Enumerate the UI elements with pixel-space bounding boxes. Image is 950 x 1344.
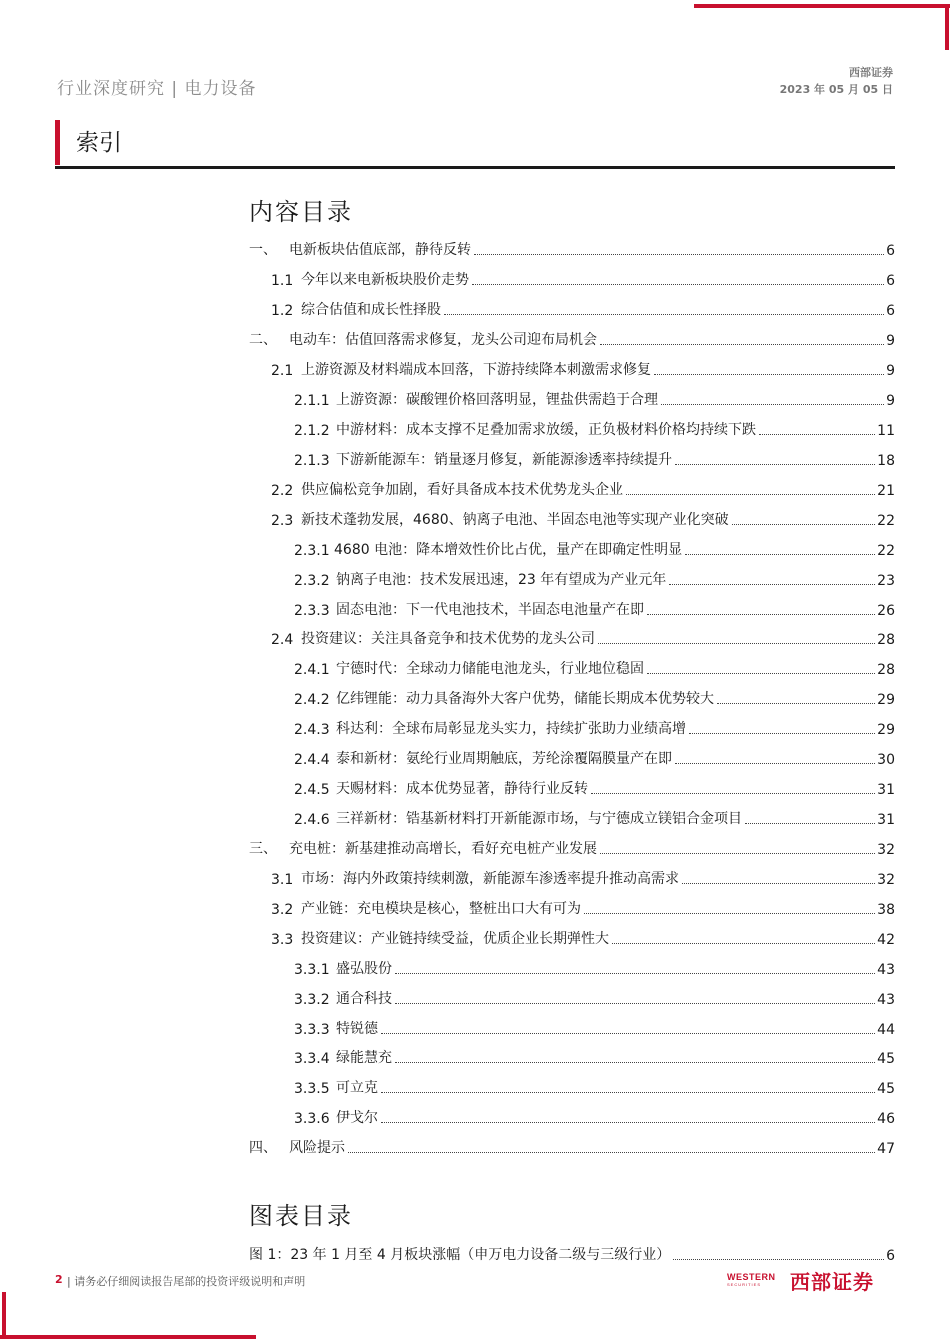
toc-entry-page: 44 (877, 1022, 895, 1038)
toc-entry-title: 钠离子电池：技术发展迅速，23 年有望成为产业元年 (336, 572, 667, 588)
toc-entry[interactable] (249, 329, 895, 349)
toc-entry-page: 9 (886, 393, 895, 409)
toc-entry-page: 31 (877, 812, 895, 828)
toc-entry[interactable] (294, 748, 895, 768)
dot-leader (381, 1033, 875, 1034)
toc-entry-title: 泰和新材：氨纶行业周期触底，芳纶涂覆隔膜量产在即 (336, 751, 672, 767)
toc-entry-title: 综合估值和成长性择股 (301, 302, 441, 318)
report-category: 行业深度研究 | 电力设备 (57, 79, 257, 99)
toc-entry-number: 2.1 (271, 363, 294, 379)
figure-entry-number: 图 1： (249, 1247, 291, 1263)
dot-leader (745, 823, 875, 824)
dot-leader (675, 464, 875, 465)
toc-entry[interactable] (294, 778, 895, 798)
company-logo-text: 西部证券 (790, 1270, 874, 1294)
toc-entry-title: 宁德时代：全球动力储能电池龙头，行业地位稳固 (336, 661, 644, 677)
toc-entry[interactable] (271, 898, 895, 918)
toc-entry-number: 四、 (249, 1140, 277, 1156)
toc-entry[interactable] (249, 239, 895, 259)
corner-accent-top (694, 4, 950, 8)
toc-entry[interactable] (294, 718, 895, 738)
toc-entry-number: 3.3.1 (294, 962, 330, 978)
toc-entry-page: 26 (877, 603, 895, 619)
dot-leader (675, 763, 875, 764)
dot-leader (381, 1092, 875, 1093)
dot-leader (689, 733, 875, 734)
corner-accent-bottom (0, 1335, 256, 1339)
toc-heading: 内容目录 (249, 198, 353, 226)
toc-entry[interactable] (249, 838, 895, 858)
toc-entry[interactable] (271, 479, 895, 499)
toc-entry[interactable] (294, 599, 895, 619)
toc-entry-page: 32 (877, 842, 895, 858)
toc-entry[interactable] (294, 389, 895, 409)
toc-entry-title: 特锐德 (336, 1021, 378, 1037)
toc-entry-page: 42 (877, 932, 895, 948)
toc-entry-page: 9 (886, 363, 895, 379)
toc-entry-title: 固态电池：下一代电池技术，半固态电池量产在即 (336, 602, 644, 618)
page-number: 2 (55, 1273, 63, 1286)
toc-entry-page: 29 (877, 722, 895, 738)
dot-leader (591, 793, 875, 794)
dot-leader (584, 913, 875, 914)
footer-disclaimer: | 请务必仔细阅读报告尾部的投资评级说明和声明 (67, 1275, 306, 1288)
corner-accent-bottom-vertical (2, 1292, 6, 1339)
toc-entry-title: 下游新能源车：销量逐月修复，新能源渗透率持续提升 (336, 452, 672, 468)
dot-leader (654, 374, 884, 375)
toc-entry[interactable] (271, 509, 895, 529)
toc-entry-page: 6 (886, 303, 895, 319)
figure-entry-page: 6 (886, 1248, 895, 1264)
toc-entry-title: 新技术蓬勃发展，4680、钠离子电池、半固态电池等实现产业化突破 (301, 512, 729, 528)
toc-entry-page: 6 (886, 243, 895, 259)
toc-entry-title: 科达利：全球布局彰显龙头实力，持续扩张助力业绩高增 (336, 721, 686, 737)
dot-leader (673, 1259, 884, 1260)
dot-leader (661, 404, 884, 405)
toc-entry-title: 通合科技 (336, 991, 392, 1007)
header-date: 2023 年 05 月 05 日 (779, 83, 893, 96)
toc-entry[interactable] (294, 1077, 895, 1097)
section-title: 索引 (76, 130, 122, 156)
toc-entry[interactable] (294, 688, 895, 708)
toc-entry-page: 6 (886, 273, 895, 289)
figure-entry[interactable] (249, 1244, 895, 1264)
toc-entry-number: 3.3.2 (294, 992, 330, 1008)
toc-entry-title: 中游材料：成本支撑不足叠加需求放缓，正负极材料价格均持续下跌 (336, 422, 756, 438)
toc-entry[interactable] (294, 808, 895, 828)
toc-entry-number: 2.1.3 (294, 453, 330, 469)
toc-entry[interactable] (271, 269, 895, 289)
toc-entry-number: 2.3.1 (294, 543, 330, 559)
dot-leader (626, 494, 875, 495)
toc-entry[interactable] (294, 539, 895, 559)
toc-entry-page: 32 (877, 872, 895, 888)
toc-entry[interactable] (294, 988, 895, 1008)
toc-entry-number: 3.2 (271, 902, 294, 918)
toc-entry-title: 上游资源：碳酸锂价格回落明显，锂盐供需趋于合理 (336, 392, 658, 408)
toc-entry-title: 天赐材料：成本优势显著，静待行业反转 (336, 781, 588, 797)
toc-entry-number: 1.2 (271, 303, 294, 319)
figure-entry-title: 23 年 1 月至 4 月板块涨幅（申万电力设备二级与三级行业） (290, 1247, 671, 1263)
dot-leader (717, 703, 875, 704)
toc-entry[interactable] (294, 449, 895, 469)
toc-entry-title: 三祥新材：锆基新材料打开新能源市场，与宁德成立镁铝合金项目 (336, 811, 742, 827)
toc-entry-page: 45 (877, 1081, 895, 1097)
dot-leader (669, 584, 875, 585)
toc-entry-title: 电新板块估值底部，静待反转 (289, 242, 471, 258)
logo-en-subtext: SECURITIES (727, 1282, 762, 1287)
figure-index-heading: 图表目录 (249, 1202, 353, 1230)
dot-leader (381, 1122, 875, 1123)
toc-entry-number: 2.1.2 (294, 423, 330, 439)
section-divider (55, 166, 895, 169)
toc-entry-number: 2.4.6 (294, 812, 330, 828)
dot-leader (444, 314, 884, 315)
toc-entry-number: 一、 (249, 242, 277, 258)
company-logo-mark (727, 1272, 781, 1296)
toc-entry-page: 38 (877, 902, 895, 918)
toc-entry[interactable] (294, 658, 895, 678)
toc-entry-page: 28 (877, 632, 895, 648)
toc-entry[interactable] (294, 1047, 895, 1067)
toc-entry-number: 2.4.4 (294, 752, 330, 768)
toc-entry-page: 22 (877, 513, 895, 529)
toc-entry-page: 43 (877, 962, 895, 978)
toc-entry-title: 上游资源及材料端成本回落，下游持续降本刺激需求修复 (301, 362, 651, 378)
toc-entry-title: 市场：海内外政策持续刺激，新能源车渗透率提升推动高需求 (301, 871, 679, 887)
toc-entry-title: 4680 电池：降本增效性价比占优，量产在即确定性明显 (334, 542, 683, 558)
toc-entry[interactable] (271, 868, 895, 888)
toc-entry-number: 3.3.6 (294, 1111, 330, 1127)
dot-leader (647, 673, 875, 674)
toc-entry-number: 3.1 (271, 872, 294, 888)
toc-entry-number: 3.3.4 (294, 1051, 330, 1067)
toc-entry-title: 投资建议：关注具备竞争和技术优势的龙头公司 (301, 631, 595, 647)
toc-entry-page: 43 (877, 992, 895, 1008)
toc-entry-title: 亿纬锂能：动力具备海外大客户优势，储能长期成本优势较大 (336, 691, 714, 707)
toc-entry[interactable] (271, 299, 895, 319)
dot-leader (759, 434, 875, 435)
toc-entry[interactable] (294, 958, 895, 978)
dot-leader (600, 853, 875, 854)
toc-entry-number: 1.1 (271, 273, 294, 289)
dot-leader (598, 643, 875, 644)
toc-entry[interactable] (271, 359, 895, 379)
toc-entry-number: 2.3.2 (294, 573, 330, 589)
dot-leader (395, 1062, 875, 1063)
toc-entry-page: 23 (877, 573, 895, 589)
dot-leader (682, 883, 875, 884)
toc-entry-title: 风险提示 (289, 1140, 345, 1156)
toc-entry-title: 伊戈尔 (336, 1110, 378, 1126)
toc-entry-number: 二、 (249, 332, 277, 348)
toc-entry[interactable] (294, 1107, 895, 1127)
dot-leader (647, 614, 875, 615)
toc-entry-number: 3.3.3 (294, 1022, 330, 1038)
toc-entry-number: 3.3 (271, 932, 294, 948)
toc-entry-number: 3.3.5 (294, 1081, 330, 1097)
toc-entry-number: 2.2 (271, 483, 294, 499)
toc-entry-number: 2.4.5 (294, 782, 330, 798)
toc-entry-title: 投资建议：产业链持续受益，优质企业长期弹性大 (301, 931, 609, 947)
toc-entry[interactable] (271, 928, 895, 948)
toc-entry[interactable] (294, 569, 895, 589)
toc-entry-title: 充电桩：新基建推动高增长，看好充电桩产业发展 (289, 841, 597, 857)
toc-entry-page: 46 (877, 1111, 895, 1127)
toc-entry-page: 18 (877, 453, 895, 469)
toc-entry[interactable] (294, 1018, 895, 1038)
header-company: 西部证券 (849, 66, 893, 79)
toc-entry-number: 三、 (249, 841, 277, 857)
toc-entry-page: 11 (877, 423, 895, 439)
toc-entry-title: 绿能慧充 (336, 1050, 392, 1066)
toc-entry[interactable] (271, 628, 895, 648)
toc-entry-page: 30 (877, 752, 895, 768)
dot-leader (612, 943, 875, 944)
toc-entry-title: 今年以来电新板块股价走势 (301, 272, 469, 288)
dot-leader (474, 254, 884, 255)
toc-entry-title: 可立克 (336, 1080, 378, 1096)
section-marker (55, 120, 60, 165)
dot-leader (732, 524, 876, 525)
toc-entry-page: 22 (877, 543, 895, 559)
toc-entry-page: 45 (877, 1051, 895, 1067)
toc-entry-number: 2.4.3 (294, 722, 330, 738)
toc-entry-title: 供应偏松竞争加剧，看好具备成本技术优势龙头企业 (301, 482, 623, 498)
toc-entry-page: 28 (877, 662, 895, 678)
dot-leader (395, 973, 875, 974)
toc-entry-number: 2.3.3 (294, 603, 330, 619)
toc-entry-page: 31 (877, 782, 895, 798)
logo-en-text: WESTERN (727, 1272, 776, 1282)
toc-entry-page: 21 (877, 483, 895, 499)
corner-accent-top-vertical (945, 4, 949, 50)
toc-entry-title: 产业链：充电模块是核心，整桩出口大有可为 (301, 901, 581, 917)
dot-leader (395, 1003, 875, 1004)
toc-entry[interactable] (249, 1137, 895, 1157)
toc-entry-page: 47 (877, 1141, 895, 1157)
dot-leader (348, 1152, 875, 1153)
dot-leader (472, 284, 884, 285)
toc-entry-number: 2.3 (271, 513, 294, 529)
dot-leader (685, 554, 875, 555)
toc-entry-number: 2.1.1 (294, 393, 330, 409)
dot-leader (600, 344, 884, 345)
toc-entry-title: 盛弘股份 (336, 961, 392, 977)
toc-entry-page: 29 (877, 692, 895, 708)
toc-entry-page: 9 (886, 333, 895, 349)
toc-entry-title: 电动车：估值回落需求修复，龙头公司迎布局机会 (289, 332, 597, 348)
toc-entry[interactable] (294, 419, 895, 439)
toc-entry-number: 2.4.1 (294, 662, 330, 678)
toc-entry-number: 2.4.2 (294, 692, 330, 708)
toc-entry-number: 2.4 (271, 632, 294, 648)
